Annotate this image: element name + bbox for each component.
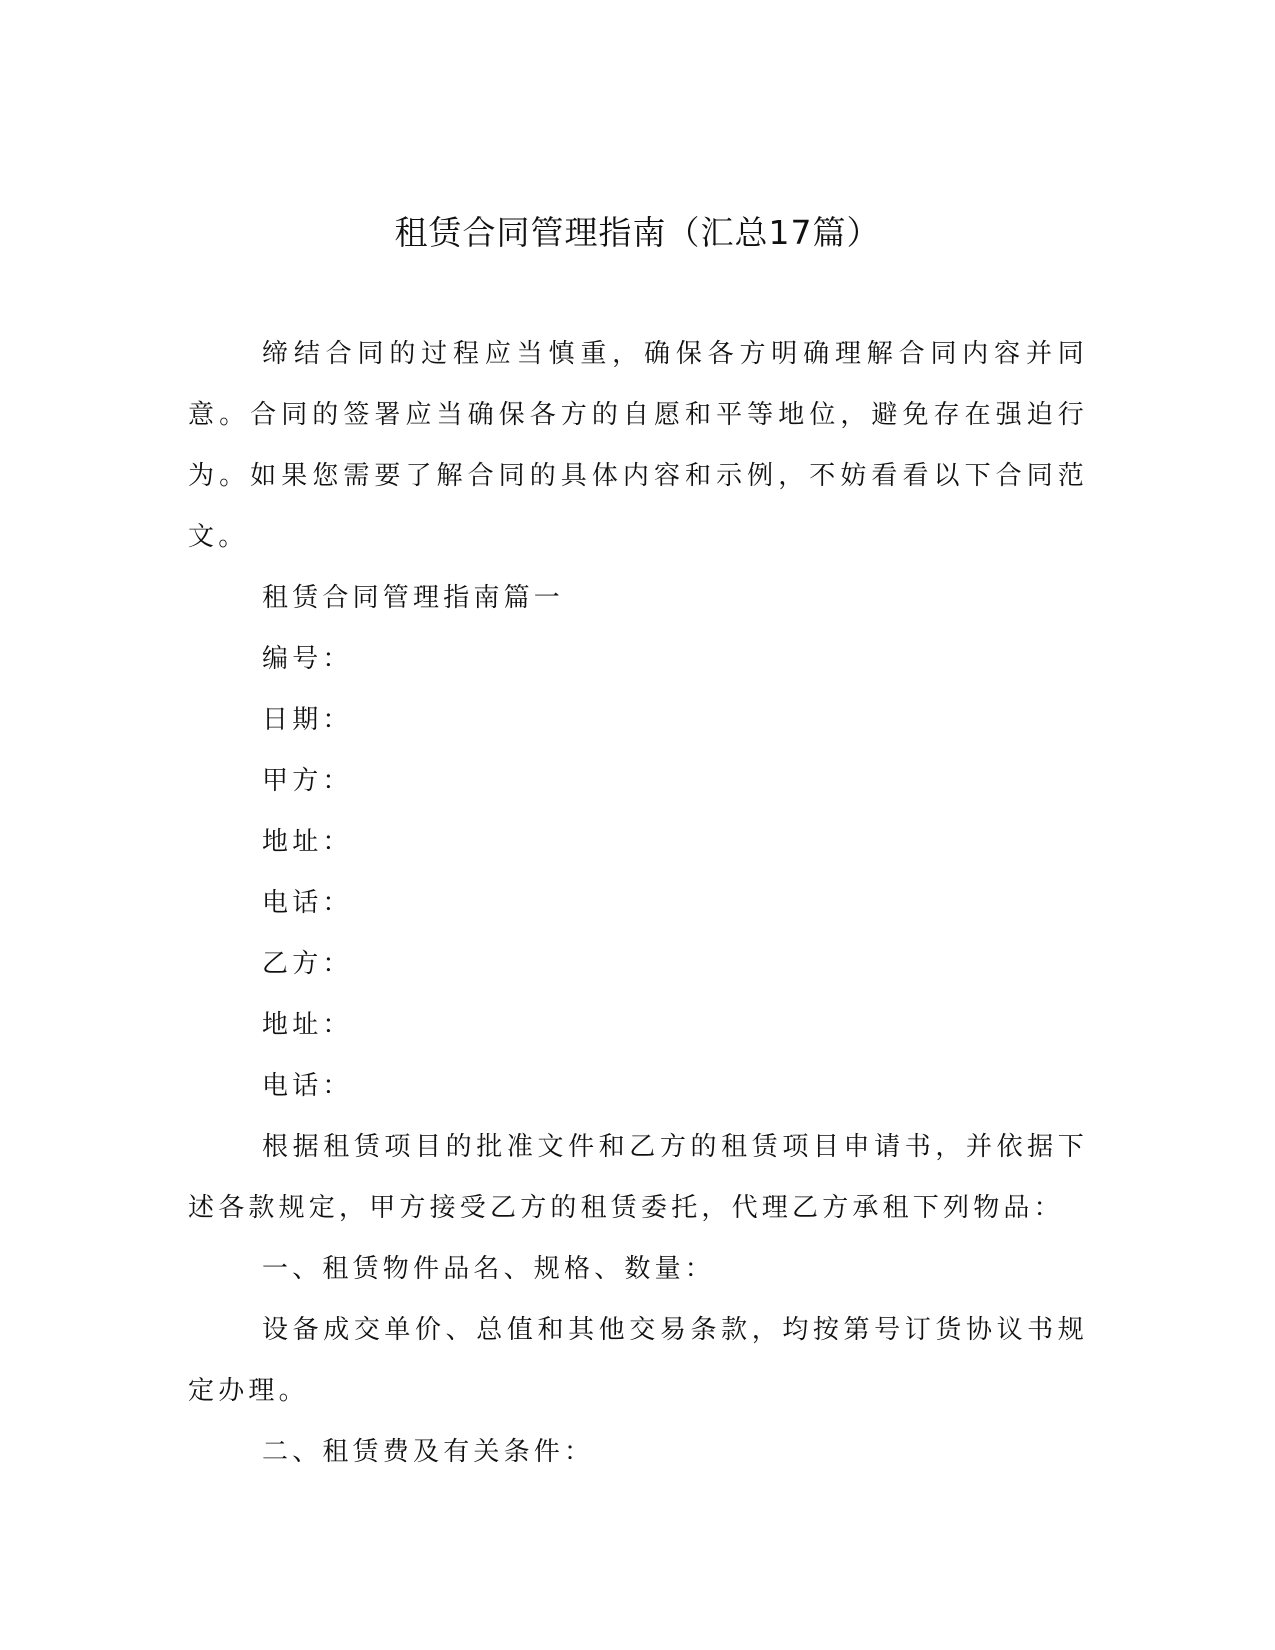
section-heading: 租赁合同管理指南篇一 xyxy=(262,583,565,613)
field-party-a: 甲方： xyxy=(262,766,353,796)
field-party-a-phone: 电话： xyxy=(262,888,353,918)
document-title: 租赁合同管理指南（汇总17篇） xyxy=(394,213,881,252)
field-number: 编号： xyxy=(262,644,353,674)
preamble-paragraph: 根据租赁项目的批准文件和乙方的租赁项目申请书，并依据下述各款规定，甲方接受乙方的租赁委托，代理乙方承租下列物品： xyxy=(188,1132,1088,1223)
intro-paragraph: 缔结合同的过程应当慎重，确保各方明确理解合同内容并同意。合同的签署应当确保各方的自愿和平等地位，避免存在强迫行为。如果您需要了解合同的具体内容和示例，不妨看看以下合同范文。 xyxy=(188,339,1088,552)
field-party-a-address: 地址： xyxy=(262,827,353,857)
document-body xyxy=(188,324,1088,1483)
field-party-b-address: 地址： xyxy=(262,1010,353,1040)
field-date: 日期： xyxy=(262,705,353,735)
clause-two-heading: 二、租赁费及有关条件： xyxy=(262,1437,595,1467)
field-party-b: 乙方： xyxy=(262,949,353,979)
field-party-b-phone: 电话： xyxy=(262,1071,353,1101)
clause-one-text: 设备成交单价、总值和其他交易条款，均按第号订货协议书规定办理。 xyxy=(188,1315,1088,1406)
clause-one-heading: 一、租赁物件品名、规格、数量： xyxy=(262,1254,716,1284)
